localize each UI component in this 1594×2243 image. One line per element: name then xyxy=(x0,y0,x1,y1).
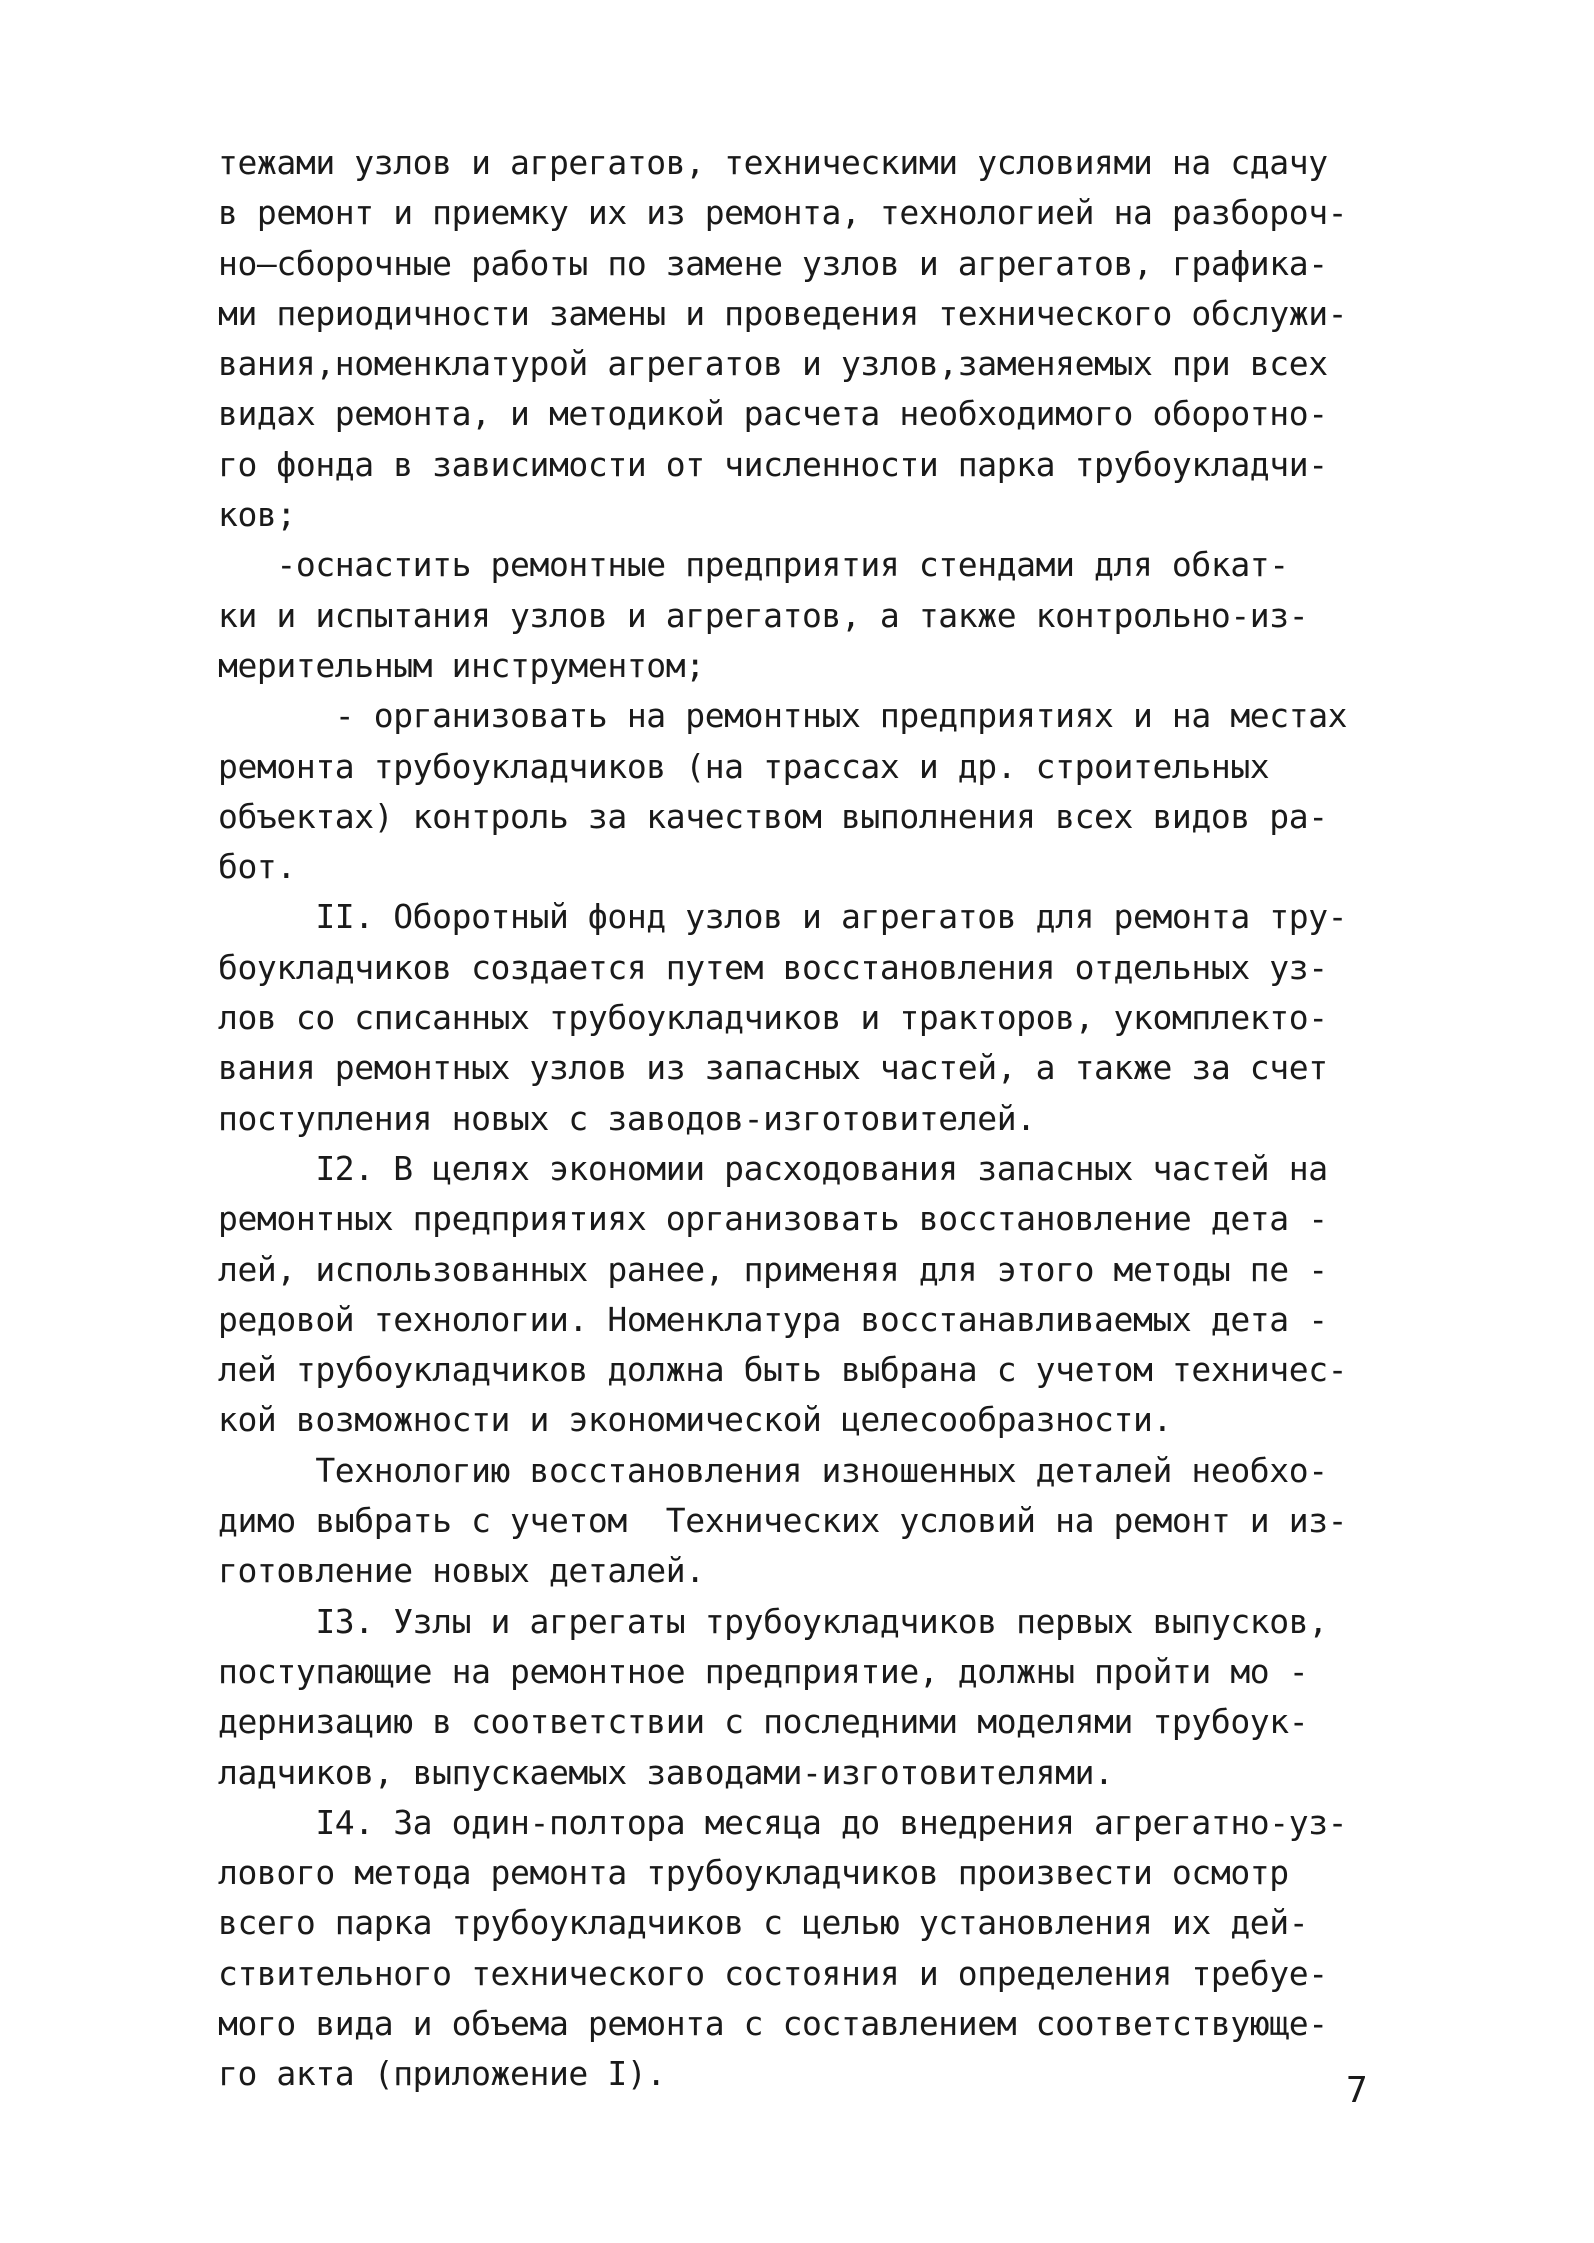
text-line: - организовать на ремонтных предприятиях и на местах xyxy=(218,696,1348,736)
text-line: поступления новых с заводов-изготовителей. xyxy=(218,1098,1036,1138)
text-line: боукладчиков создается путем восстановления отдельных уз- xyxy=(218,947,1328,987)
text-line: видах ремонта, и методикой расчета необходимого оборотно- xyxy=(218,394,1328,434)
text-line: мого вида и объема ремонта с составлением соответствующе- xyxy=(218,2003,1328,2043)
text-line: го фонда в зависимости от численности парка трубоукладчи- xyxy=(218,444,1328,484)
text-line: редовой технологии. Номенклатура восстанавливаемых дета - xyxy=(218,1299,1328,1339)
text-line: ремонтных предприятиях организовать восстановление дета - xyxy=(218,1199,1328,1239)
text-line: тежами узлов и агрегатов, техническими условиями на сдачу xyxy=(218,143,1328,182)
text-line: дернизацию в соответствии с последними моделями трубоук- xyxy=(218,1702,1309,1742)
text-line: вания,номенклатурой агрегатов и узлов,заменяемых при всех xyxy=(218,344,1328,384)
text-line: готовление новых деталей. xyxy=(218,1551,705,1591)
text-line: но—сборочные работы по замене узлов и агрегатов, графика- xyxy=(218,243,1328,283)
text-line: вания ремонтных узлов из запасных частей, а также за счет xyxy=(218,1048,1328,1088)
text-line: ремонта трубоукладчиков (на трассах и др. строительных xyxy=(218,746,1270,786)
body-text xyxy=(218,138,1398,2100)
text-line: ми периодичности замены и проведения технического обслужи- xyxy=(218,293,1348,333)
text-line: бот. xyxy=(218,847,296,887)
page-number: 7 xyxy=(1346,2070,1368,2111)
text-line: в ремонт и приемку их из ремонта, технологией на разбороч- xyxy=(218,193,1348,233)
text-line: лей трубоукладчиков должна быть выбрана с учетом техничес- xyxy=(218,1350,1348,1390)
text-line: димо выбрать с учетом Технических условий на ремонт и из- xyxy=(218,1501,1348,1541)
text-line: мерительным инструментом; xyxy=(218,645,705,685)
text-line: I4. За один-полтора месяца до внедрения агрегатно-уз- xyxy=(218,1802,1348,1842)
text-line: Технологию восстановления изношенных деталей необхо- xyxy=(218,1450,1328,1490)
text-line: ки и испытания узлов и агрегатов, а также контрольно-из- xyxy=(218,595,1309,635)
text-line: го акта (приложение I). xyxy=(218,2054,666,2094)
text-line: -оснастить ремонтные предприятия стендами для обкат- xyxy=(218,545,1289,585)
text-line: всего парка трубоукладчиков с целью установления их дей- xyxy=(218,1903,1309,1943)
text-line: объектах) контроль за качеством выполнения всех видов ра- xyxy=(218,796,1328,836)
text-line: II. Оборотный фонд узлов и агрегатов для ремонта тру- xyxy=(218,897,1348,937)
text-line: лового метода ремонта трубоукладчиков произвести осмотр xyxy=(218,1853,1289,1893)
text-line: I2. В целях экономии расходования запасных частей на xyxy=(218,1148,1328,1188)
text-line: ладчиков, выпускаемых заводами-изготовителями. xyxy=(218,1752,1114,1792)
text-line: кой возможности и экономической целесообразности. xyxy=(218,1400,1172,1440)
text-line: I3. Узлы и агрегаты трубоукладчиков первых выпусков, xyxy=(218,1601,1328,1641)
text-line: ков; xyxy=(218,495,296,535)
text-line: лей, использованных ранее, применяя для этого методы пе - xyxy=(218,1249,1328,1289)
text-line: лов со списанных трубоукладчиков и тракторов, укомплекто- xyxy=(218,998,1328,1038)
text-line: поступающие на ремонтное предприятие, должны пройти мо - xyxy=(218,1651,1309,1691)
text-line: ствительного технического состояния и определения требуе- xyxy=(218,1953,1328,1993)
